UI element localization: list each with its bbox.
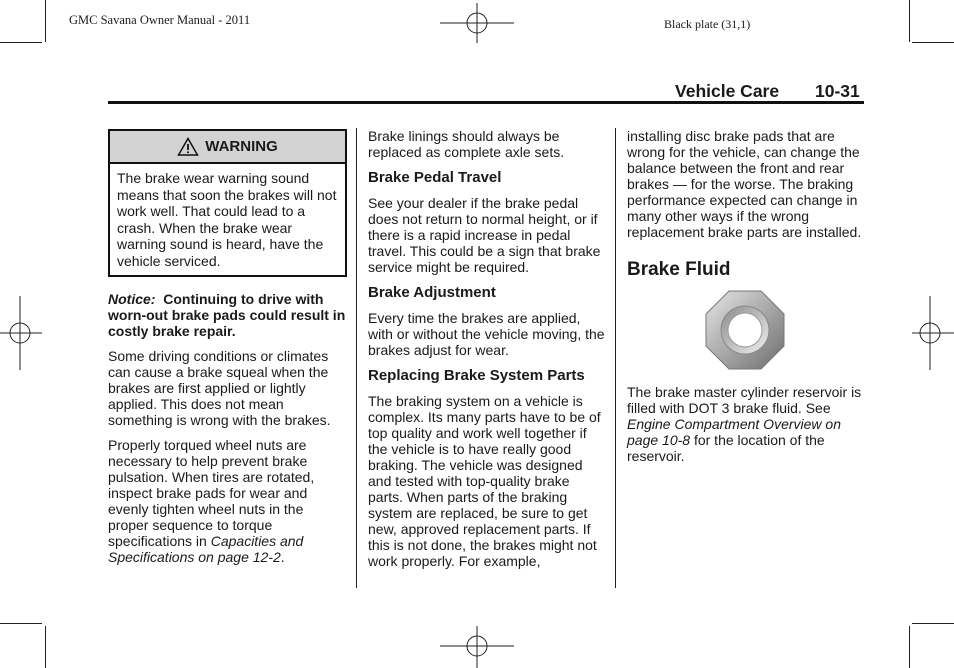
wheel-nuts-end: . xyxy=(280,549,285,565)
warning-text: The brake wear warning sound means that soon the brakes will not work well. That could lead to a crash. When the brake wear warning sound is heard, have the vehicle serviced. xyxy=(117,170,337,269)
crop-mark xyxy=(45,0,46,42)
engine-compartment-link[interactable]: Engine Compartment Overview on page 10-8 xyxy=(627,416,841,448)
column-2 xyxy=(368,128,606,578)
brake-fluid-text xyxy=(627,384,863,464)
page-header-left: GMC Savana Owner Manual - 2011 xyxy=(69,13,251,27)
header-rule xyxy=(108,101,864,104)
crop-mark xyxy=(912,623,954,624)
column-divider xyxy=(615,128,616,588)
brake-fluid-heading: Brake Fluid xyxy=(627,259,731,280)
brake-squeal-paragraph: Some driving conditions or climates can cause a brake squeal when the brakes are first applied or lightly applied. This does not mean something is wrong with the brakes. xyxy=(108,348,331,428)
notice-label: Notice: xyxy=(108,291,156,307)
registration-mark-icon xyxy=(440,626,516,668)
crop-mark xyxy=(909,0,910,42)
disc-pads-paragraph: installing disc brake pads that are wrong for the vehicle, can change the balance between the front and rear brakes — for the worse. The braking performance expected can change in many other ways if the wrong replacement brake parts are installed. xyxy=(627,128,862,240)
crop-mark xyxy=(0,42,42,43)
crop-mark xyxy=(0,623,42,624)
wheel-nuts-paragraph xyxy=(108,437,346,565)
page-header-right: Black plate (31,1) xyxy=(664,17,751,31)
brake-adjustment-heading: Brake Adjustment xyxy=(368,284,496,301)
registration-mark-icon xyxy=(440,3,516,43)
capacities-link[interactable]: Capacities and Specifications on page 12-2 xyxy=(108,533,304,565)
notice-paragraph xyxy=(108,291,346,339)
wheel-nuts-text: Properly torqued wheel nuts are necessary to help prevent brake pulsation. When tires are rotated, inspect brake pads for wear and evenly tighten wheel nuts in the proper sequence to torque specifications in xyxy=(108,437,315,549)
brake-pedal-travel-text: See your dealer if the brake pedal does not return to normal height, or if there is a rapid increase in pedal travel. This could be a sign that brake service might be required. xyxy=(368,195,601,275)
section-title: Vehicle Care xyxy=(675,81,780,101)
crop-mark xyxy=(912,42,954,43)
brake-pedal-travel-heading: Brake Pedal Travel xyxy=(368,169,502,186)
replacing-parts-text: The braking system on a vehicle is complex. Its many parts have to be of top quality and work well together if the vehicle is to have really good braking. The vehicle was designed and tested with top-quality brake parts. When parts of the braking system are replaced, be sure to get new, approved replacement parts. If this is not done, the brakes might not work properly. For example, xyxy=(368,393,601,569)
column-1 xyxy=(108,129,346,574)
column-3 xyxy=(627,128,863,473)
registration-mark-icon xyxy=(0,296,42,372)
brake-adjustment-text: Every time the brakes are applied, with or without the vehicle moving, the brakes adjust for wear. xyxy=(368,310,605,358)
crop-mark xyxy=(45,626,46,668)
crop-mark xyxy=(909,626,910,668)
column-divider xyxy=(356,128,357,588)
replacing-parts-heading: Replacing Brake System Parts xyxy=(368,367,585,384)
brake-fluid-text-1: The brake master cylinder reservoir is filled with DOT 3 brake fluid. See xyxy=(627,384,862,416)
warning-triangle-icon xyxy=(177,137,199,156)
registration-mark-icon xyxy=(912,296,954,372)
warning-box xyxy=(108,129,347,277)
brake-fluid-cap-icon xyxy=(705,290,785,370)
brake-linings-paragraph: Brake linings should always be replaced as complete axle sets. xyxy=(368,128,565,160)
notice-text: Continuing to drive with worn-out brake pads could result in costly brake repair. xyxy=(108,291,346,339)
warning-label: WARNING xyxy=(205,137,278,155)
brake-fluid-text-2: for the location of the reservoir. xyxy=(627,432,825,464)
warning-header xyxy=(110,131,345,164)
section-page-number: 10-31 xyxy=(815,81,860,101)
